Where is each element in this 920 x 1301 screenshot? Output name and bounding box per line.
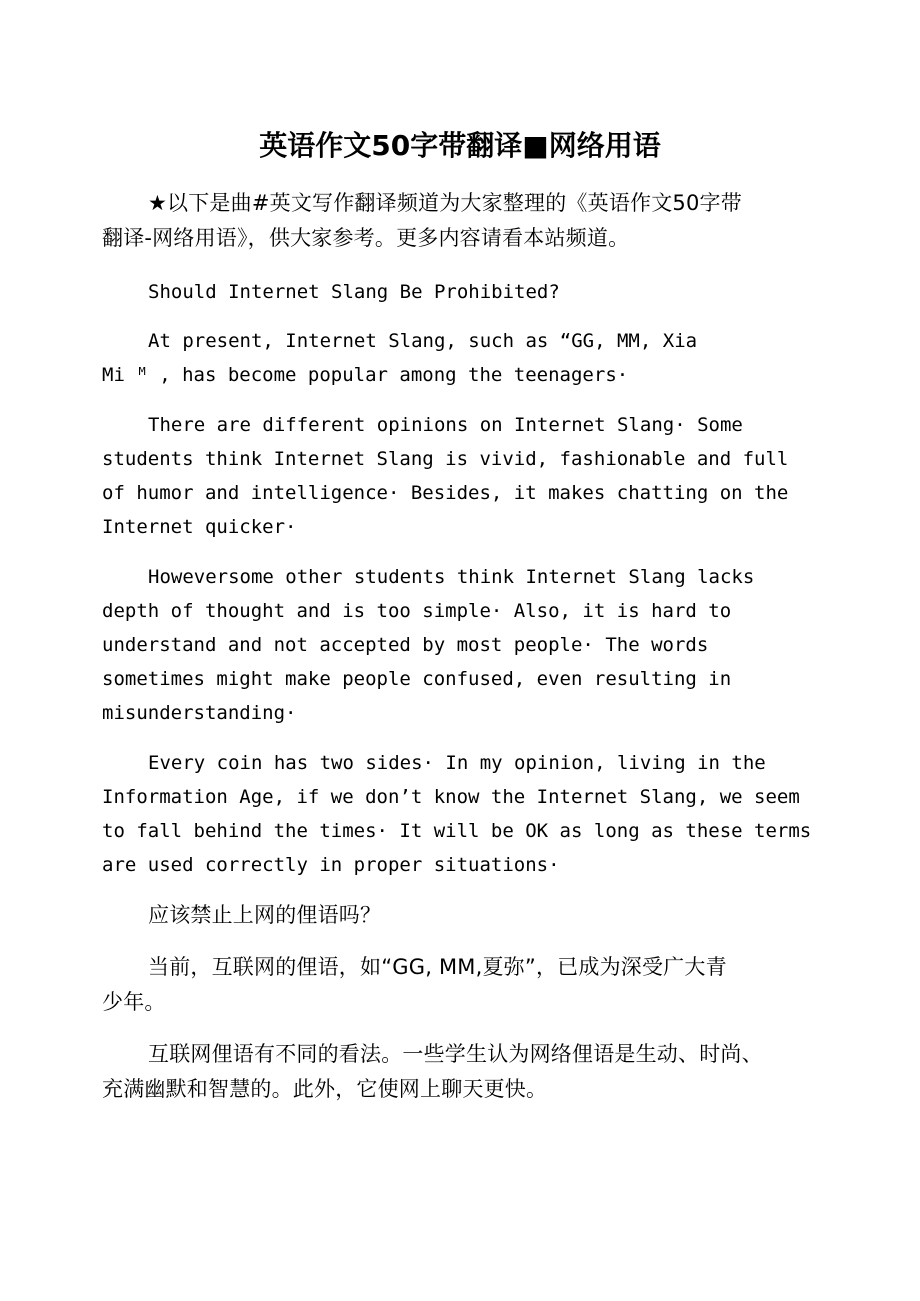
english-paragraph-1 (102, 324, 832, 392)
english-paragraph-4 (102, 746, 832, 882)
chinese-paragraph-1 (102, 950, 832, 1020)
paragraph-line: depth of thought and is too simple· Also, it is hard to (102, 600, 732, 622)
paragraph-line: Internet quicker· (102, 516, 297, 538)
paragraph-line: are used correctly in proper situations· (102, 854, 560, 876)
paragraph-line: of humor and intelligence· Besides, it makes chatting on the (102, 482, 789, 504)
paragraph-line: misunderstanding· (102, 702, 297, 724)
paragraph-line: Howeversome other students think Internet Slang lacks (148, 566, 755, 588)
paragraph-line: students think Internet Slang is vivid, fashionable and full (102, 448, 789, 470)
paragraph-line: At present, Internet Slang, such as “GG, MM, Xia (148, 330, 698, 352)
paragraph-line: understand and not accepted by most people· The words (102, 634, 709, 656)
intro-paragraph (102, 186, 832, 256)
english-paragraph-3 (102, 560, 832, 730)
english-paragraph-2 (102, 408, 832, 544)
english-heading-text: Should Internet Slang Be Prohibited? (148, 281, 560, 303)
paragraph-line: sometimes might make people confused, even resulting in (102, 668, 732, 690)
paragraph-line: 充满幽默和智慧的。此外，它使网上聊天更快。 (102, 1077, 548, 1101)
paragraph-line: Mi ᴹ , has become popular among the teenagers· (102, 364, 629, 386)
paragraph-line: There are different opinions on Internet Slang· Some (148, 414, 743, 436)
intro-line: ★以下是曲#英文写作翻译频道为大家整理的《英语作文50字带 (148, 191, 742, 215)
paragraph-line: Every coin has two sides· In my opinion, living in the (148, 752, 766, 774)
paragraph-line: to fall behind the times· It will be OK as long as these terms (102, 820, 812, 842)
english-heading (102, 275, 832, 309)
chinese-heading-text: 应该禁止上网的俚语吗？ (148, 903, 382, 927)
paragraph-line: 互联网俚语有不同的看法。一些学生认为网络俚语是生动、时尚、 (148, 1042, 763, 1066)
chinese-paragraph-2 (102, 1037, 832, 1107)
paragraph-line: 少年。 (102, 990, 166, 1014)
chinese-heading (102, 898, 832, 933)
paragraph-line: 当前，互联网的俚语，如“GG, MM,夏弥”，已成为深受广大青 (148, 955, 727, 979)
intro-line: 翻译-网络用语》，供大家参考。更多内容请看本站频道。 (102, 226, 630, 250)
paragraph-line: Information Age, if we don’t know the Internet Slang, we seem (102, 786, 800, 808)
document-title: 英语作文50字带翻译■网络用语 (259, 129, 661, 162)
